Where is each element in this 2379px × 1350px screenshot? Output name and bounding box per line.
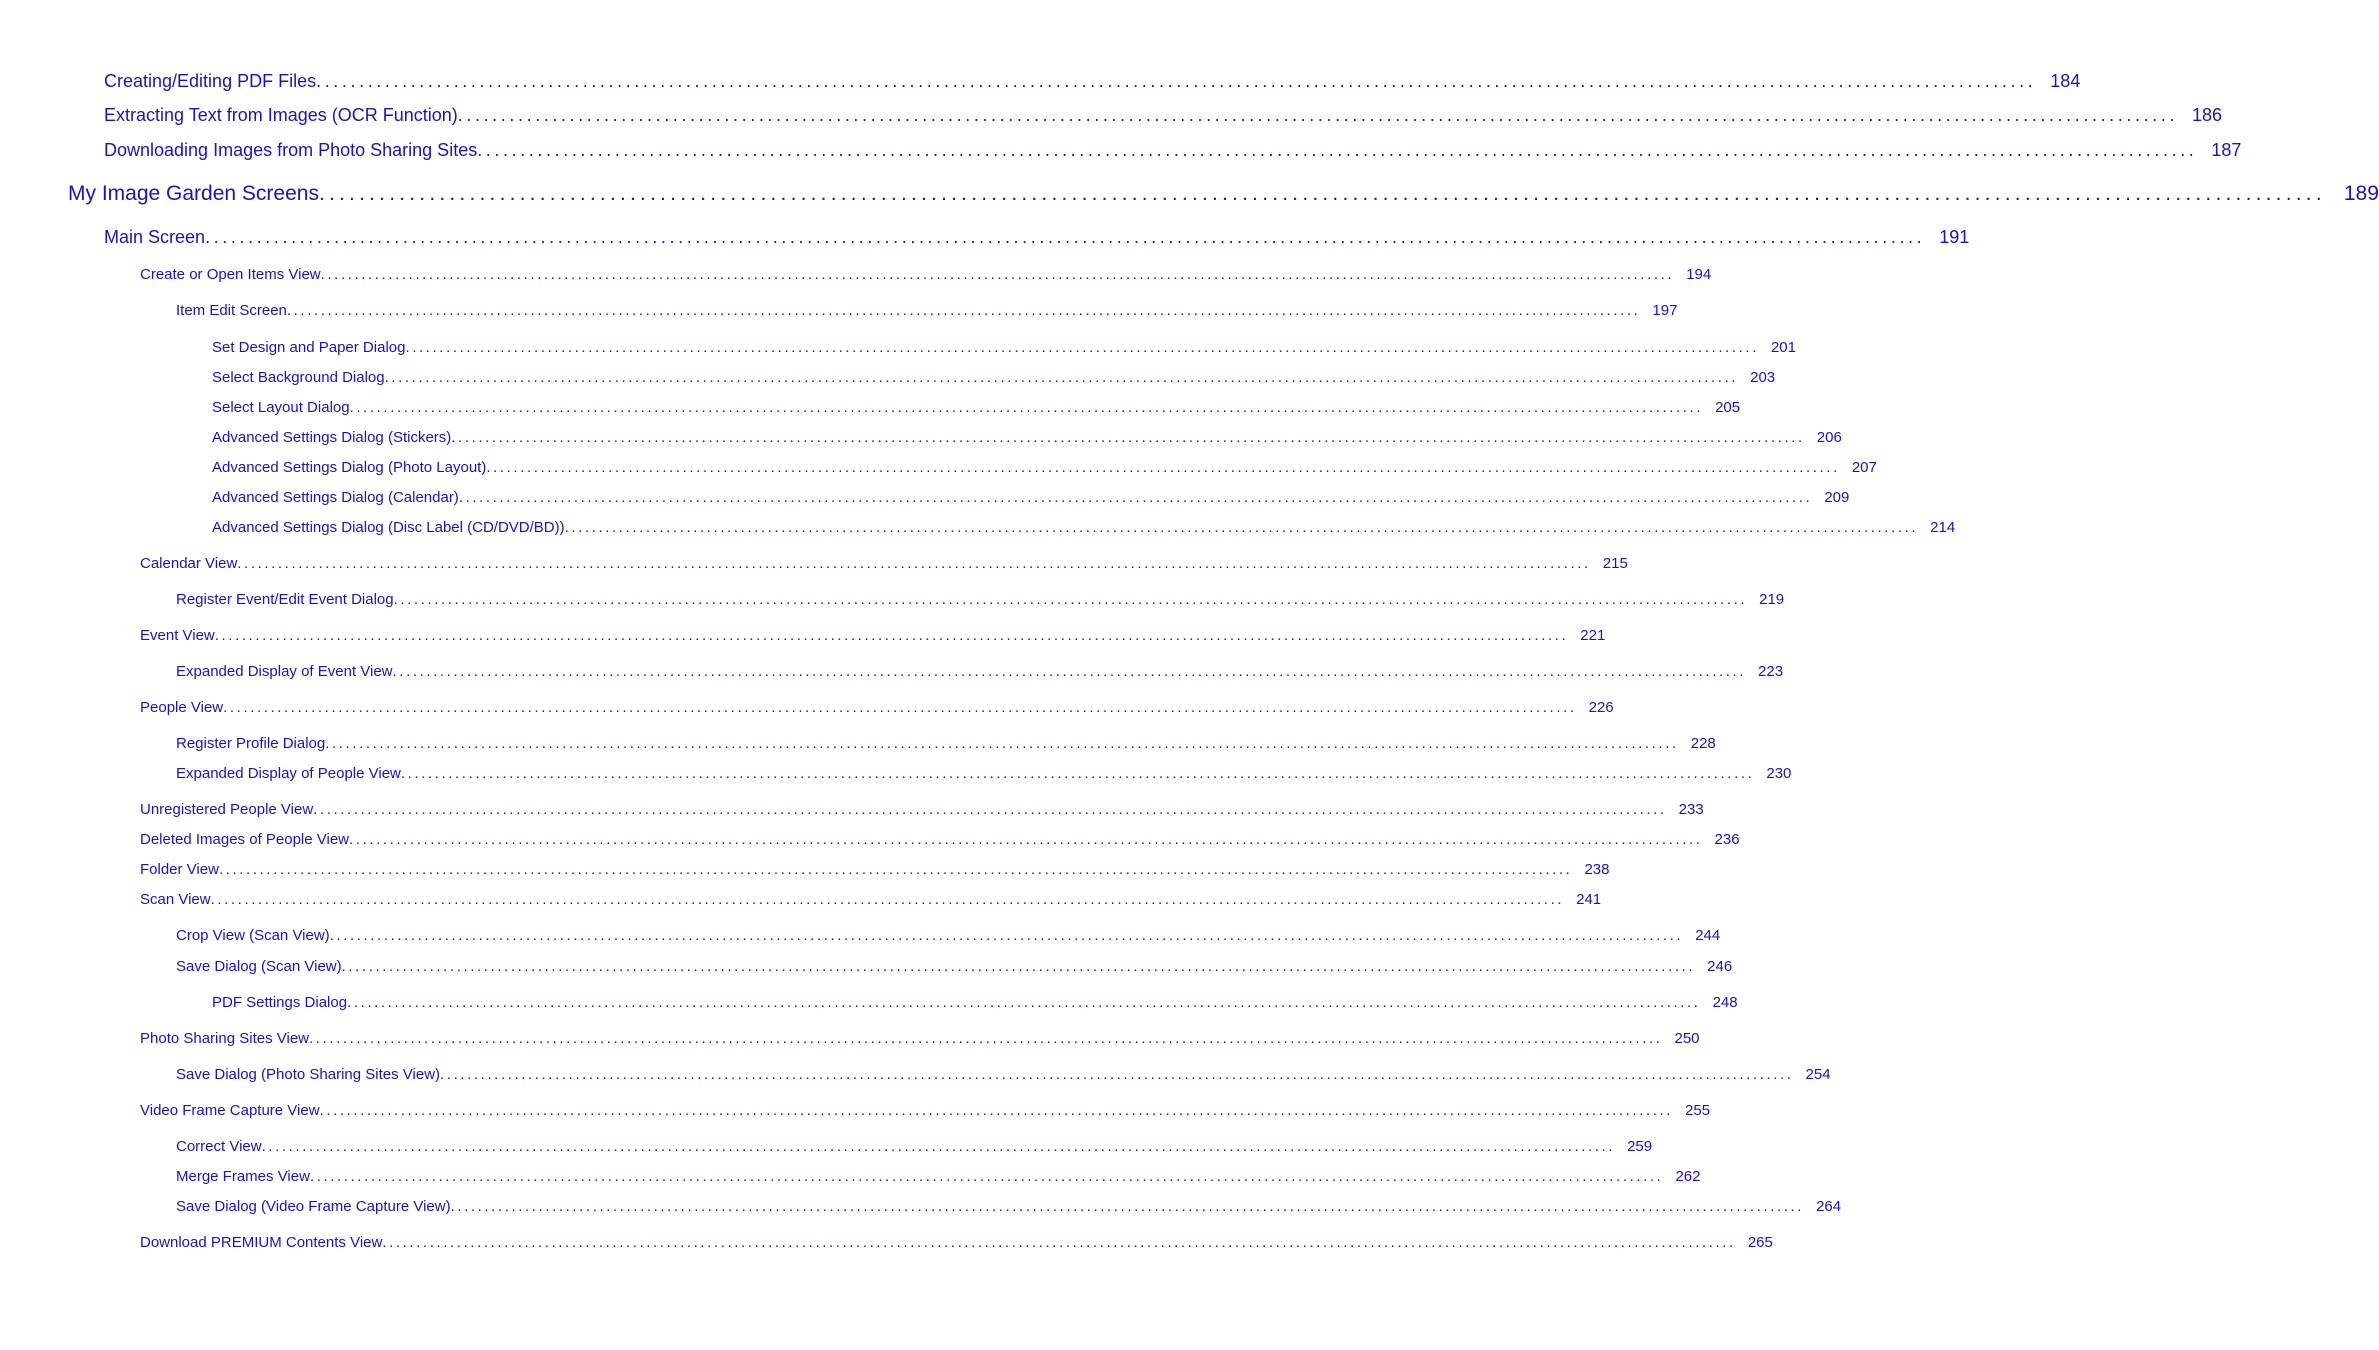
toc-entry-extracting-text-ocr[interactable]: [104, 103, 2223, 127]
toc-entry-crop-view[interactable]: [176, 926, 1721, 946]
toc-entry-page: 264: [1816, 1198, 1842, 1215]
toc-entry-title: Folder View: [140, 861, 219, 878]
toc-entry-page: 207: [1851, 459, 1877, 476]
toc-entry-page: 209: [1824, 489, 1850, 506]
toc-entry-title: Advanced Settings Dialog (Disc Label (CD/DVD/BD)): [212, 519, 565, 536]
dot-leader: ........................................................................................................................................................................................................: [477, 140, 2198, 160]
dot-leader: ........................................................................................................................................................................................................: [451, 429, 1805, 446]
dot-leader: ........................................................................................................................................................................................................: [400, 765, 1755, 782]
toc-entry-title: Scan View: [140, 891, 211, 908]
toc-entry-download-premium-contents-view[interactable]: [140, 1233, 1773, 1253]
toc-entry-item-edit-screen[interactable]: [176, 301, 1678, 321]
toc-entry-page: 238: [1584, 861, 1610, 878]
dot-leader: ........................................................................................................................................................................................................: [349, 399, 1704, 416]
toc-entry-merge-frames-view[interactable]: [176, 1167, 1701, 1187]
dot-leader: ........................................................................................................................................................................................................: [450, 1198, 1805, 1215]
dot-leader: ........................................................................................................................................................................................................: [382, 1234, 1736, 1251]
toc-entry-expanded-display-people-view[interactable]: [176, 764, 1792, 784]
toc-entry-page: 219: [1759, 591, 1785, 608]
toc-entry-title: Extracting Text from Images (OCR Function): [104, 105, 458, 125]
dot-leader: ........................................................................................................................................................................................................: [440, 1066, 1794, 1083]
toc-entry-title: Downloading Images from Photo Sharing Sites: [104, 140, 478, 160]
dot-leader: ........................................................................................................................................................................................................: [457, 105, 2178, 125]
toc-entry-page: 201: [1770, 339, 1796, 356]
dot-leader: ........................................................................................................................................................................................................: [325, 735, 1679, 752]
toc-entry-correct-view[interactable]: [176, 1137, 1653, 1157]
toc-entry-register-event-dialog[interactable]: [176, 590, 1785, 610]
toc-entry-page: 206: [1816, 429, 1842, 446]
toc-entry-main-screen[interactable]: [104, 225, 1970, 249]
dot-leader: ........................................................................................................................................................................................................: [384, 369, 1739, 386]
dot-leader: ........................................................................................................................................................................................................: [210, 891, 1565, 908]
toc-entry-page: 226: [1588, 699, 1614, 716]
toc-entry-page: 186: [2191, 105, 2223, 125]
toc-entry-page: 244: [1695, 927, 1721, 944]
dot-leader: ........................................................................................................................................................................................................: [223, 699, 1577, 716]
toc-entry-advanced-settings-calendar[interactable]: [212, 488, 1850, 508]
toc-entry-title: Select Background Dialog: [212, 369, 385, 386]
toc-entry-select-background-dialog[interactable]: [212, 368, 1776, 388]
toc-entry-title: PDF Settings Dialog: [212, 994, 348, 1011]
toc-entry-save-dialog-scan-view[interactable]: [176, 957, 1733, 977]
dot-leader: ........................................................................................................................................................................................................: [318, 182, 2326, 205]
toc-entry-event-view[interactable]: [140, 626, 1606, 646]
toc-entry-page: 215: [1602, 555, 1628, 572]
toc-entry-title: Advanced Settings Dialog (Stickers): [212, 429, 452, 446]
toc-entry-my-image-garden-screens[interactable]: [68, 180, 2379, 208]
toc-entry-page: 248: [1712, 994, 1738, 1011]
toc-entry-title: Deleted Images of People View: [140, 831, 350, 848]
toc-entry-set-design-and-paper-dialog[interactable]: [212, 338, 1796, 358]
toc-entry-page: 254: [1805, 1066, 1831, 1083]
toc-entry-title: Set Design and Paper Dialog: [212, 339, 406, 356]
dot-leader: ........................................................................................................................................................................................................: [320, 266, 1675, 283]
toc-entry-page: 236: [1714, 831, 1740, 848]
dot-leader: ........................................................................................................................................................................................................: [309, 1168, 1664, 1185]
toc-entry-title: Save Dialog (Scan View): [176, 958, 342, 975]
toc-entry-title: Correct View: [176, 1138, 262, 1155]
toc-entry-scan-view[interactable]: [140, 890, 1602, 910]
toc-entry-title: Register Profile Dialog: [176, 735, 326, 752]
toc-entry-title: Download PREMIUM Contents View: [140, 1234, 383, 1251]
dot-leader: ........................................................................................................................................................................................................: [392, 663, 1747, 680]
toc-entry-title: Unregistered People View: [140, 801, 314, 818]
toc-entry-page: 262: [1675, 1168, 1701, 1185]
toc-entry-page: 203: [1750, 369, 1776, 386]
toc-entry-title: Create or Open Items View: [140, 266, 321, 283]
toc-entry-expanded-display-event-view[interactable]: [176, 662, 1784, 682]
toc-entry-page: 230: [1766, 765, 1792, 782]
dot-leader: ........................................................................................................................................................................................................: [349, 831, 1703, 848]
toc-entry-title: Video Frame Capture View: [140, 1102, 320, 1119]
dot-leader: ........................................................................................................................................................................................................: [214, 627, 1569, 644]
dot-leader: ........................................................................................................................................................................................................: [319, 1102, 1674, 1119]
toc-entry-pdf-settings-dialog[interactable]: [212, 993, 1738, 1013]
dot-leader: ........................................................................................................................................................................................................: [347, 994, 1701, 1011]
toc-entry-page: 250: [1674, 1030, 1700, 1047]
toc-entry-save-dialog-video-frame[interactable]: [176, 1197, 1842, 1217]
toc-entry-page: 241: [1576, 891, 1602, 908]
toc-entry-page: 187: [2211, 140, 2242, 160]
dot-leader: ........................................................................................................................................................................................................: [261, 1138, 1616, 1155]
toc-entry-title: Merge Frames View: [176, 1168, 310, 1185]
toc-entry-title: Save Dialog (Photo Sharing Sites View): [176, 1066, 441, 1083]
toc-entry-title: Photo Sharing Sites View: [140, 1030, 309, 1047]
toc-entry-page: 228: [1690, 735, 1716, 752]
toc-entry-register-profile-dialog[interactable]: [176, 734, 1716, 754]
toc-entry-title: Advanced Settings Dialog (Photo Layout): [212, 459, 487, 476]
dot-leader: ........................................................................................................................................................................................................: [329, 927, 1684, 944]
toc-entry-advanced-settings-disc-label[interactable]: [212, 518, 1956, 538]
toc-entry-title: Expanded Display of Event View: [176, 663, 393, 680]
toc-entry-folder-view[interactable]: [140, 860, 1610, 880]
toc-entry-title: My Image Garden Screens: [68, 182, 319, 205]
toc-entry-title: Expanded Display of People View: [176, 765, 401, 782]
dot-leader: ........................................................................................................................................................................................................: [313, 801, 1667, 818]
toc-entry-page: 246: [1707, 958, 1733, 975]
toc-entry-advanced-settings-stickers[interactable]: [212, 428, 1842, 448]
toc-entry-page: 205: [1715, 399, 1741, 416]
toc-entry-page: 259: [1627, 1138, 1653, 1155]
dot-leader: ........................................................................................................................................................................................................: [458, 489, 1813, 506]
dot-leader: ........................................................................................................................................................................................................: [205, 227, 1926, 247]
dot-leader: ........................................................................................................................................................................................................: [218, 861, 1573, 878]
dot-leader: ........................................................................................................................................................................................................: [341, 958, 1696, 975]
toc-entry-video-frame-capture-view[interactable]: [140, 1101, 1711, 1121]
toc-entry-create-or-open-items-view[interactable]: [140, 265, 1712, 285]
dot-leader: ........................................................................................................................................................................................................: [564, 519, 1919, 536]
toc-entry-title: Advanced Settings Dialog (Calendar): [212, 489, 459, 506]
toc-entry-title: Event View: [140, 627, 215, 644]
toc-entry-page: 184: [2050, 71, 2081, 91]
dot-leader: ........................................................................................................................................................................................................: [486, 459, 1840, 476]
toc-entry-title: Calendar View: [140, 555, 238, 572]
toc-entry-title: Register Event/Edit Event Dialog: [176, 591, 394, 608]
dot-leader: ........................................................................................................................................................................................................: [316, 71, 2037, 91]
dot-leader: ........................................................................................................................................................................................................: [309, 1030, 1663, 1047]
toc-entry-save-dialog-photo-sharing[interactable]: [176, 1065, 1831, 1085]
toc-entry-calendar-view[interactable]: [140, 554, 1628, 574]
toc-entry-title: Item Edit Screen: [176, 302, 287, 319]
dot-leader: ........................................................................................................................................................................................................: [393, 591, 1748, 608]
dot-leader: ........................................................................................................................................................................................................: [286, 302, 1641, 319]
toc-entry-title: Crop View (Scan View): [176, 927, 330, 944]
toc-entry-page: 255: [1685, 1102, 1711, 1119]
toc-entry-creating-editing-pdf-files[interactable]: [104, 69, 2081, 93]
toc-entry-page: 214: [1930, 519, 1956, 536]
toc-entry-advanced-settings-photo-layout[interactable]: [212, 458, 1877, 478]
toc-entry-page: 265: [1747, 1234, 1773, 1251]
toc-entry-page: 189: [2343, 182, 2379, 205]
toc-entry-page: 194: [1686, 266, 1712, 283]
toc-entry-downloading-images[interactable]: [104, 138, 2242, 162]
toc-entry-photo-sharing-sites-view[interactable]: [140, 1029, 1700, 1049]
toc-entry-page: 197: [1652, 302, 1678, 319]
toc-entry-title: Save Dialog (Video Frame Capture View): [176, 1198, 451, 1215]
toc-entry-unregistered-people-view[interactable]: [140, 800, 1704, 820]
toc-entry-select-layout-dialog[interactable]: [212, 398, 1741, 418]
toc-entry-people-view[interactable]: [140, 698, 1614, 718]
toc-entry-title: Select Layout Dialog: [212, 399, 350, 416]
toc-entry-title: Main Screen: [104, 227, 206, 247]
toc-entry-title: Creating/Editing PDF Files: [104, 71, 317, 91]
toc-entry-page: 223: [1758, 663, 1784, 680]
toc-entry-deleted-images-people-view[interactable]: [140, 830, 1740, 850]
toc-entry-page: 191: [1939, 227, 1970, 247]
toc-entry-page: 221: [1580, 627, 1606, 644]
dot-leader: ........................................................................................................................................................................................................: [237, 555, 1591, 572]
toc-entry-page: 233: [1678, 801, 1704, 818]
toc-entry-title: People View: [140, 699, 224, 716]
dot-leader: ........................................................................................................................................................................................................: [405, 339, 1759, 356]
